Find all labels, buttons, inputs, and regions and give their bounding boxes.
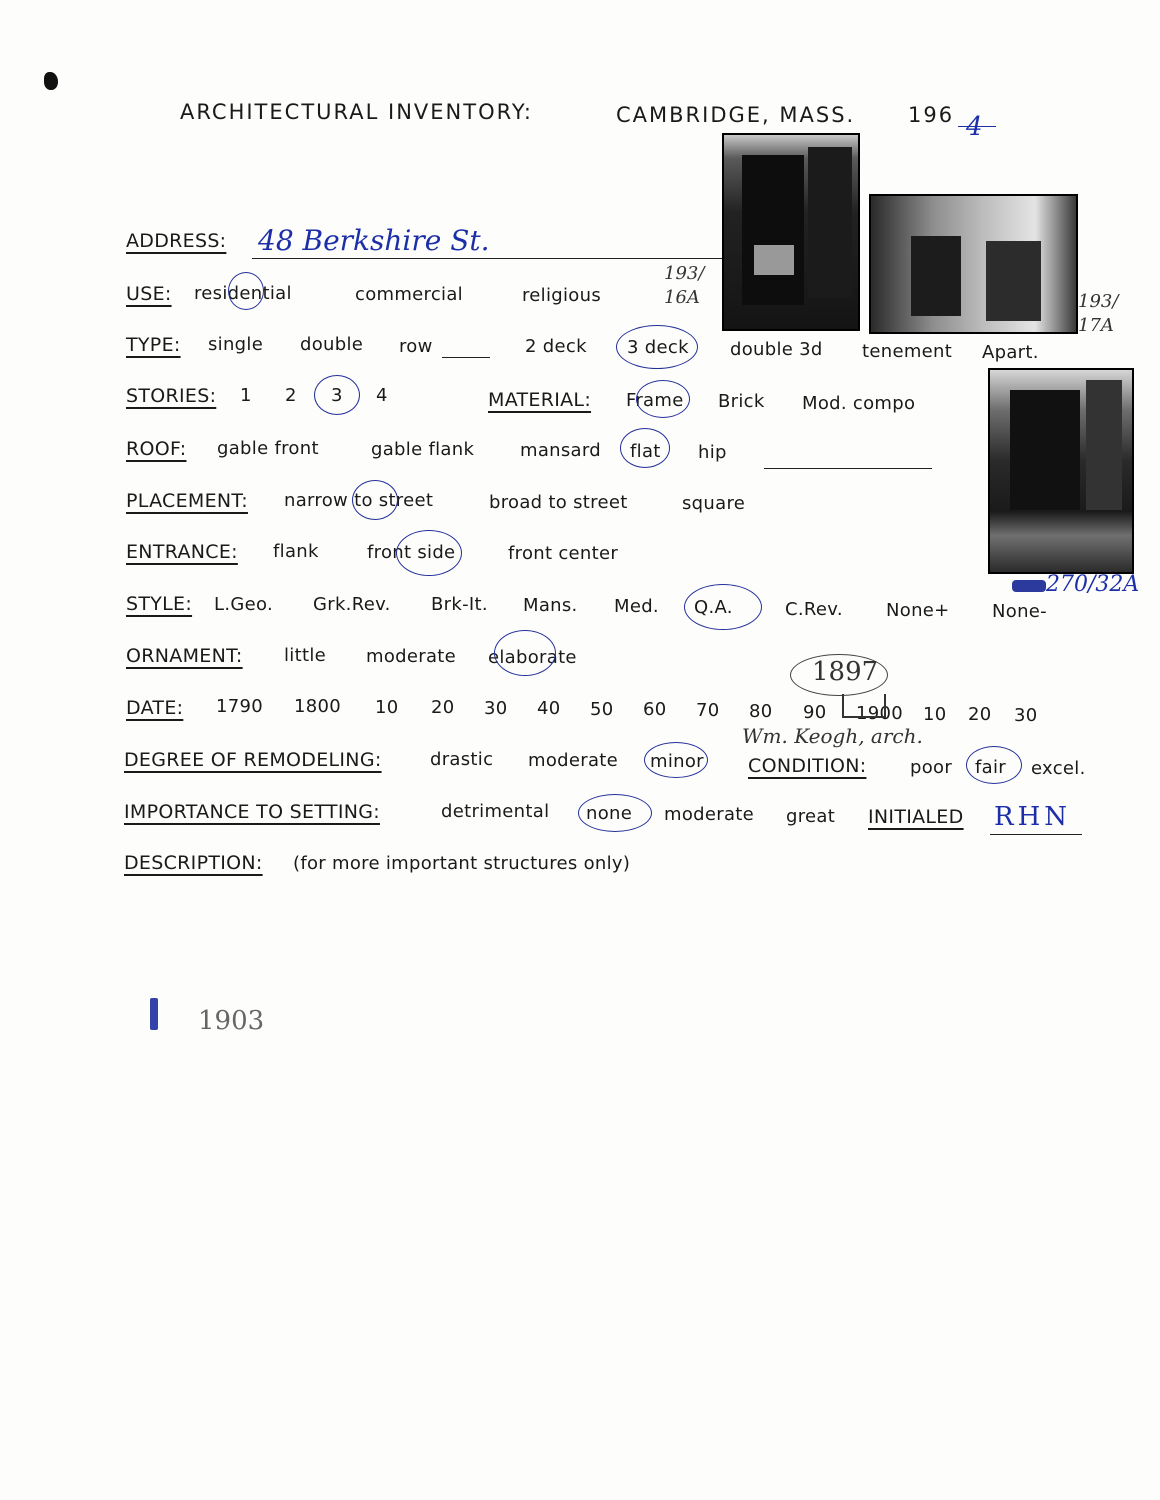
type-option-double-3d: double 3d — [730, 339, 823, 360]
date-option-80: 80 — [749, 701, 773, 722]
style-option-none-plus: None+ — [886, 600, 950, 621]
roof-option-hip: hip — [698, 442, 727, 463]
type-option-row: row — [399, 336, 433, 357]
description-label: DESCRIPTION: — [124, 852, 263, 874]
date-option-1920: 20 — [968, 704, 992, 725]
date-option-20: 20 — [431, 697, 455, 718]
photo-building-2 — [869, 194, 1078, 334]
style-option-none-minus: None- — [992, 601, 1047, 622]
date-label: DATE: — [126, 697, 184, 719]
date-architect: Wm. Keogh, arch. — [742, 724, 923, 748]
stories-option-3: 3 — [331, 385, 343, 406]
type-row-blank — [442, 357, 490, 358]
date-bracket — [842, 694, 886, 718]
description-note: (for more important structures only) — [293, 853, 631, 874]
date-option-1910: 10 — [923, 704, 947, 725]
form-title: ARCHITECTURAL INVENTORY: — [180, 100, 533, 124]
entrance-option-front-center: front center — [508, 543, 619, 564]
remodeling-label: DEGREE OF REMODELING: — [124, 749, 382, 771]
ornament-option-moderate: moderate — [366, 646, 457, 667]
importance-option-detrimental: detrimental — [441, 801, 550, 822]
placement-option-narrow: narrow to street — [284, 490, 434, 511]
initialed-value: RHN — [994, 802, 1071, 832]
type-circle-mark — [616, 325, 698, 369]
photo-building-3 — [988, 368, 1134, 574]
roof-circle-mark — [620, 428, 670, 468]
importance-circle-mark — [578, 794, 652, 832]
address-value: 48 Berkshire St. — [258, 224, 490, 257]
condition-label: CONDITION: — [748, 755, 867, 777]
photo-ref-2: 193/ 17A — [1078, 291, 1119, 336]
initialed-label: INITIALED — [868, 806, 964, 828]
use-label: USE: — [126, 283, 172, 305]
stories-option-2: 2 — [285, 385, 297, 406]
ornament-label: ORNAMENT: — [126, 645, 243, 667]
style-option-med: Med. — [614, 596, 659, 617]
entrance-option-flank: flank — [273, 541, 319, 562]
material-option-frame: Frame — [626, 390, 684, 411]
roof-option-mansard: mansard — [520, 440, 601, 461]
importance-label: IMPORTANCE TO SETTING: — [124, 801, 380, 823]
type-option-single: single — [208, 334, 264, 355]
type-label: TYPE: — [126, 334, 181, 356]
style-option-l-geo: L.Geo. — [214, 594, 273, 615]
style-option-brk-it: Brk-It. — [431, 594, 488, 615]
type-option-apart: Apart. — [982, 342, 1039, 363]
form-year-handwritten: 4 — [966, 112, 983, 142]
photo-ref-1: 193/ 16A — [664, 263, 705, 308]
remodeling-option-moderate: moderate — [528, 750, 619, 771]
remodeling-option-minor: minor — [650, 751, 704, 772]
date-option-60: 60 — [643, 699, 667, 720]
date-option-1790: 1790 — [216, 696, 264, 717]
photo-building-1 — [722, 133, 860, 331]
address-label: ADDRESS: — [126, 230, 227, 252]
entrance-circle-mark — [396, 530, 462, 576]
entrance-label: ENTRANCE: — [126, 541, 238, 563]
ornament-circle-mark — [494, 630, 556, 676]
date-option-1930: 30 — [1014, 705, 1038, 726]
placement-label: PLACEMENT: — [126, 490, 248, 512]
date-option-70: 70 — [696, 700, 720, 721]
date-option-90: 90 — [803, 702, 827, 723]
roof-option-flat: flat — [630, 441, 661, 462]
importance-option-great: great — [786, 806, 836, 827]
roof-option-gable-flank: gable flank — [371, 439, 475, 460]
roof-option-gable-front: gable front — [217, 438, 319, 459]
pencil-note-year: 1903 — [198, 1006, 265, 1036]
condition-circle-mark — [966, 746, 1022, 784]
style-option-mans: Mans. — [523, 595, 578, 616]
form-place: CAMBRIDGE, MASS. — [616, 103, 856, 127]
date-option-50: 50 — [590, 699, 614, 720]
remodeling-circle-mark — [644, 742, 708, 778]
stories-label: STORIES: — [126, 385, 217, 407]
date-option-1900: 1900 — [856, 703, 904, 724]
date-option-30: 30 — [484, 698, 508, 719]
condition-option-poor: poor — [910, 757, 953, 778]
condition-option-fair: fair — [975, 757, 1006, 778]
use-option-residential: residential — [194, 283, 292, 304]
ink-smudge — [1012, 580, 1046, 592]
placement-circle-mark — [352, 480, 398, 520]
style-option-grk-rev: Grk.Rev. — [313, 594, 391, 615]
stories-option-1: 1 — [240, 385, 252, 406]
year-underline — [958, 126, 996, 127]
material-option-brick: Brick — [718, 391, 765, 412]
date-option-10: 10 — [375, 697, 399, 718]
type-option-double: double — [300, 334, 364, 355]
material-circle-mark — [636, 380, 690, 418]
address-line — [252, 258, 722, 259]
style-option-c-rev: C.Rev. — [785, 599, 843, 620]
type-option-2-deck: 2 deck — [525, 336, 587, 357]
type-option-3-deck: 3 deck — [627, 337, 689, 358]
form-year: 196 — [908, 103, 955, 127]
placement-option-broad: broad to street — [489, 492, 628, 513]
importance-option-moderate: moderate — [664, 804, 755, 825]
stories-circle-mark — [314, 375, 360, 415]
initialed-line — [990, 834, 1082, 835]
material-option-mod-compo: Mod. compo — [802, 393, 916, 414]
placement-option-square: square — [682, 493, 746, 514]
ornament-option-little: little — [284, 645, 326, 666]
stories-option-4: 4 — [376, 385, 388, 406]
style-circle-mark — [684, 584, 762, 630]
ink-mark — [150, 998, 158, 1030]
use-circle-mark — [228, 272, 264, 310]
style-label: STYLE: — [126, 593, 193, 615]
condition-option-excel: excel. — [1031, 758, 1086, 779]
entrance-option-front-side: front side — [367, 542, 456, 563]
material-label: MATERIAL: — [488, 389, 592, 411]
use-option-commercial: commercial — [355, 284, 463, 305]
photo-ref-3: 270/32A — [1046, 572, 1140, 597]
roof-blank-line — [764, 468, 932, 469]
use-option-religious: religious — [522, 285, 602, 306]
date-year-annotation: 1897 — [812, 657, 879, 687]
ornament-option-elaborate: elaborate — [488, 647, 577, 668]
style-option-q-a: Q.A. — [694, 597, 733, 618]
punch-mark — [44, 72, 58, 90]
importance-option-none: none — [586, 803, 633, 824]
date-option-1800: 1800 — [294, 696, 342, 717]
type-option-tenement: tenement — [862, 341, 953, 362]
roof-label: ROOF: — [126, 438, 187, 460]
date-option-40: 40 — [537, 698, 561, 719]
remodeling-option-drastic: drastic — [430, 749, 494, 770]
